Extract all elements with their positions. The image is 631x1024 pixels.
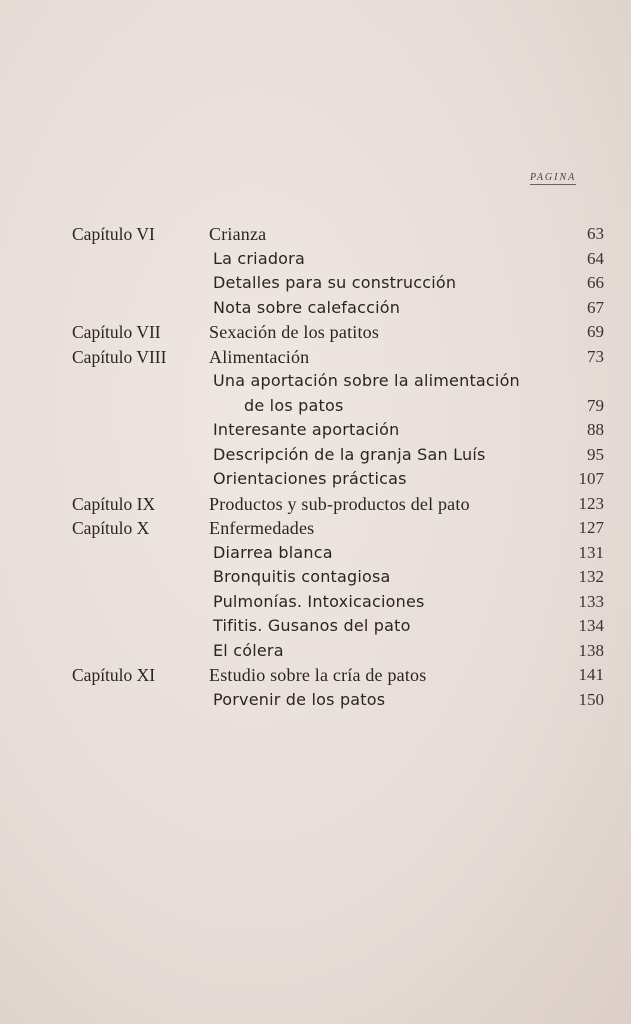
toc-entry <box>0 247 631 272</box>
entry-title: Crianza <box>209 224 267 244</box>
page-number: 64 <box>587 248 604 268</box>
page-number: 132 <box>578 567 604 586</box>
toc-entry <box>0 614 631 639</box>
page-number: 133 <box>578 591 604 611</box>
toc-entry <box>0 688 631 713</box>
toc-entry <box>0 320 631 345</box>
chapter-label: Capítulo VIII <box>72 346 167 367</box>
toc-entry <box>0 516 631 541</box>
toc-entry <box>0 492 631 517</box>
toc-entry <box>0 222 631 247</box>
chapter-label: Capítulo XI <box>72 665 156 685</box>
page-number: 150 <box>578 689 604 709</box>
entry-title: Estudio sobre la cría de patos <box>209 665 427 685</box>
chapter-label: Capítulo X <box>72 518 150 538</box>
toc-entry <box>0 541 631 566</box>
entry-title: Interesante aportación <box>213 420 400 439</box>
entry-title: Detalles para su construcción <box>213 273 457 292</box>
chapter-label: Capítulo IX <box>72 493 156 514</box>
toc-entry <box>0 271 631 296</box>
entry-title: Productos y sub-productos del pato <box>209 493 470 514</box>
page-number: 79 <box>587 395 604 415</box>
toc-entry <box>0 590 631 615</box>
chapter-label: Capítulo VII <box>72 322 161 342</box>
entry-title: Pulmonías. Intoxicaciones <box>213 591 425 611</box>
entry-title: Enfermedades <box>209 518 315 538</box>
toc-entry <box>0 467 631 492</box>
page-number: 73 <box>587 346 604 366</box>
toc-entry <box>0 443 631 468</box>
page-number: 88 <box>587 420 604 439</box>
entry-title: Diarrea blanca <box>213 542 333 562</box>
page-number: 138 <box>578 640 604 660</box>
page-column-header: PAGINA <box>530 172 577 183</box>
entry-title: Orientaciones prácticas <box>213 469 407 488</box>
chapter-label: Capítulo VI <box>72 224 155 244</box>
toc-entry <box>0 345 631 370</box>
page-number: 141 <box>578 665 604 684</box>
toc-entry <box>0 369 631 394</box>
entry-title: La criadora <box>213 248 305 268</box>
entry-title: de los patos <box>244 395 344 415</box>
entry-title: Bronquitis contagiosa <box>213 567 391 586</box>
entry-title: Nota sobre calefacción <box>213 297 401 317</box>
page-number: 134 <box>578 616 604 635</box>
toc-entry <box>0 418 631 443</box>
toc-entry <box>0 296 631 321</box>
page-number: 131 <box>578 542 604 562</box>
toc-entry <box>0 565 631 590</box>
table-of-contents <box>0 222 631 712</box>
entry-title: Descripción de la granja San Luís <box>213 444 486 464</box>
entry-title: El cólera <box>213 640 284 660</box>
page-number: 107 <box>578 469 604 488</box>
page-number: 67 <box>587 297 604 317</box>
page-number: 69 <box>587 322 604 341</box>
entry-title: Alimentación <box>209 346 310 367</box>
page-number: 123 <box>578 493 604 513</box>
entry-title: Una aportación sobre la alimentación <box>213 371 520 390</box>
toc-entry <box>0 639 631 664</box>
toc-entry <box>0 663 631 688</box>
toc-entry <box>0 394 631 419</box>
page-number: 66 <box>587 273 604 292</box>
page-number: 63 <box>587 224 604 243</box>
page-number: 127 <box>578 518 604 537</box>
page-number: 95 <box>587 444 604 464</box>
entry-title: Sexación de los patitos <box>209 322 380 342</box>
entry-title: Porvenir de los patos <box>213 689 386 709</box>
entry-title: Tifitis. Gusanos del pato <box>213 616 411 635</box>
